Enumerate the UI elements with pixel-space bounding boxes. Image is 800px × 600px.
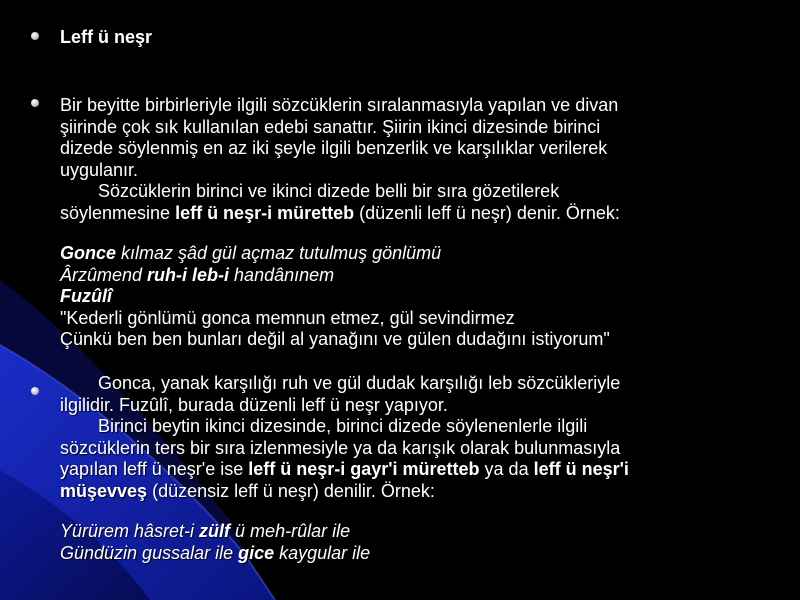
poem-example-2 (60, 521, 780, 564)
bullet-icon (31, 99, 39, 107)
definition-paragraph (60, 95, 780, 225)
poem-author: Fuzûlî (60, 286, 112, 307)
text-segment: kılmaz şâd gül açmaz tutulmuş gönlümü (116, 243, 442, 263)
paragraph-line: Birinci beytin ikinci dizesinde, birinci dizede söylenenlerle ilgili (98, 416, 588, 437)
paragraph-line: Gonca, yanak karşılığı ruh ve gül dudak karşılığı leb sözcükleriyle (98, 373, 621, 393)
text-segment: (düzensiz leff ü neşr) denilir. Örnek: (147, 480, 435, 501)
paragraph-line: sözcüklerin ters bir sıra izlenmesiyle ya da karışık olarak bulunmasıyla (60, 437, 621, 458)
paragraph-line: Sözcüklerin birinci ve ikinci dizede belli bir sıra gözetilerek (98, 181, 560, 202)
bullet-icon (31, 387, 39, 395)
paragraph-line: şiirinde çok sık kullanılan edebi sanattır. Şiirin ikinci dizesinde birinci (60, 116, 601, 137)
text-segment: yapılan leff ü neşr'e ise (60, 459, 249, 480)
poem-line (60, 543, 780, 565)
text-segment: söylenmesine (60, 202, 176, 223)
text-segment: Ârzûmend (60, 264, 148, 285)
bullet-icon (31, 32, 39, 40)
term-bold: leff ü neşr-i gayr'i müretteb (248, 459, 480, 480)
text-segment: Gündüzin gussalar ile (60, 542, 239, 563)
term-bold: müşevveş (60, 480, 148, 501)
paragraph-line: Bir beyitte birbirleriyle ilgili sözcüklerin sıralanmasıyla yapılan ve divan (60, 95, 619, 115)
text-segment: Yürürem hâsret-i (60, 521, 200, 541)
term-bold: Gonce (60, 243, 117, 263)
paragraph-line: dizede söylenmiş en az iki şeyle ilgili benzerlik ve karşılıklar verilerek (60, 138, 608, 159)
term-bold: leff ü neşr'i (533, 459, 629, 480)
poem-line (60, 521, 780, 543)
term-bold: gice (238, 542, 275, 563)
term-bold: leff ü neşr-i müretteb (175, 202, 355, 223)
poem-example-1 (60, 243, 780, 351)
poem-line (60, 243, 780, 265)
text-segment: ü meh-rûlar ile (230, 521, 351, 541)
text-segment: (düzenli leff ü neşr) denir. Örnek: (354, 202, 620, 223)
translation-line: Çünkü ben ben bunları değil al yanağını ve gülen dudağını istiyorum" (60, 329, 610, 350)
slide-title: Leff ü neşr (60, 27, 153, 47)
text-segment: ya da (479, 459, 534, 480)
term-bold: zülf (199, 521, 231, 541)
paragraph-line (60, 203, 780, 225)
poem-line (60, 265, 780, 287)
translation-line: "Kederli gönlümü gonca memnun etmez, gül sevindirmez (60, 307, 515, 328)
paragraph-line (60, 459, 780, 481)
term-bold: ruh-i leb-i (147, 264, 230, 285)
text-segment: handânınem (229, 264, 335, 285)
paragraph-line: ilgilidir. Fuzûlî, burada düzenli leff ü neşr yapıyor. (60, 394, 448, 415)
paragraph-line: uygulanır. (60, 159, 139, 180)
text-segment: kaygular ile (274, 542, 371, 563)
explanation-paragraph (60, 373, 780, 503)
paragraph-line (60, 481, 780, 503)
